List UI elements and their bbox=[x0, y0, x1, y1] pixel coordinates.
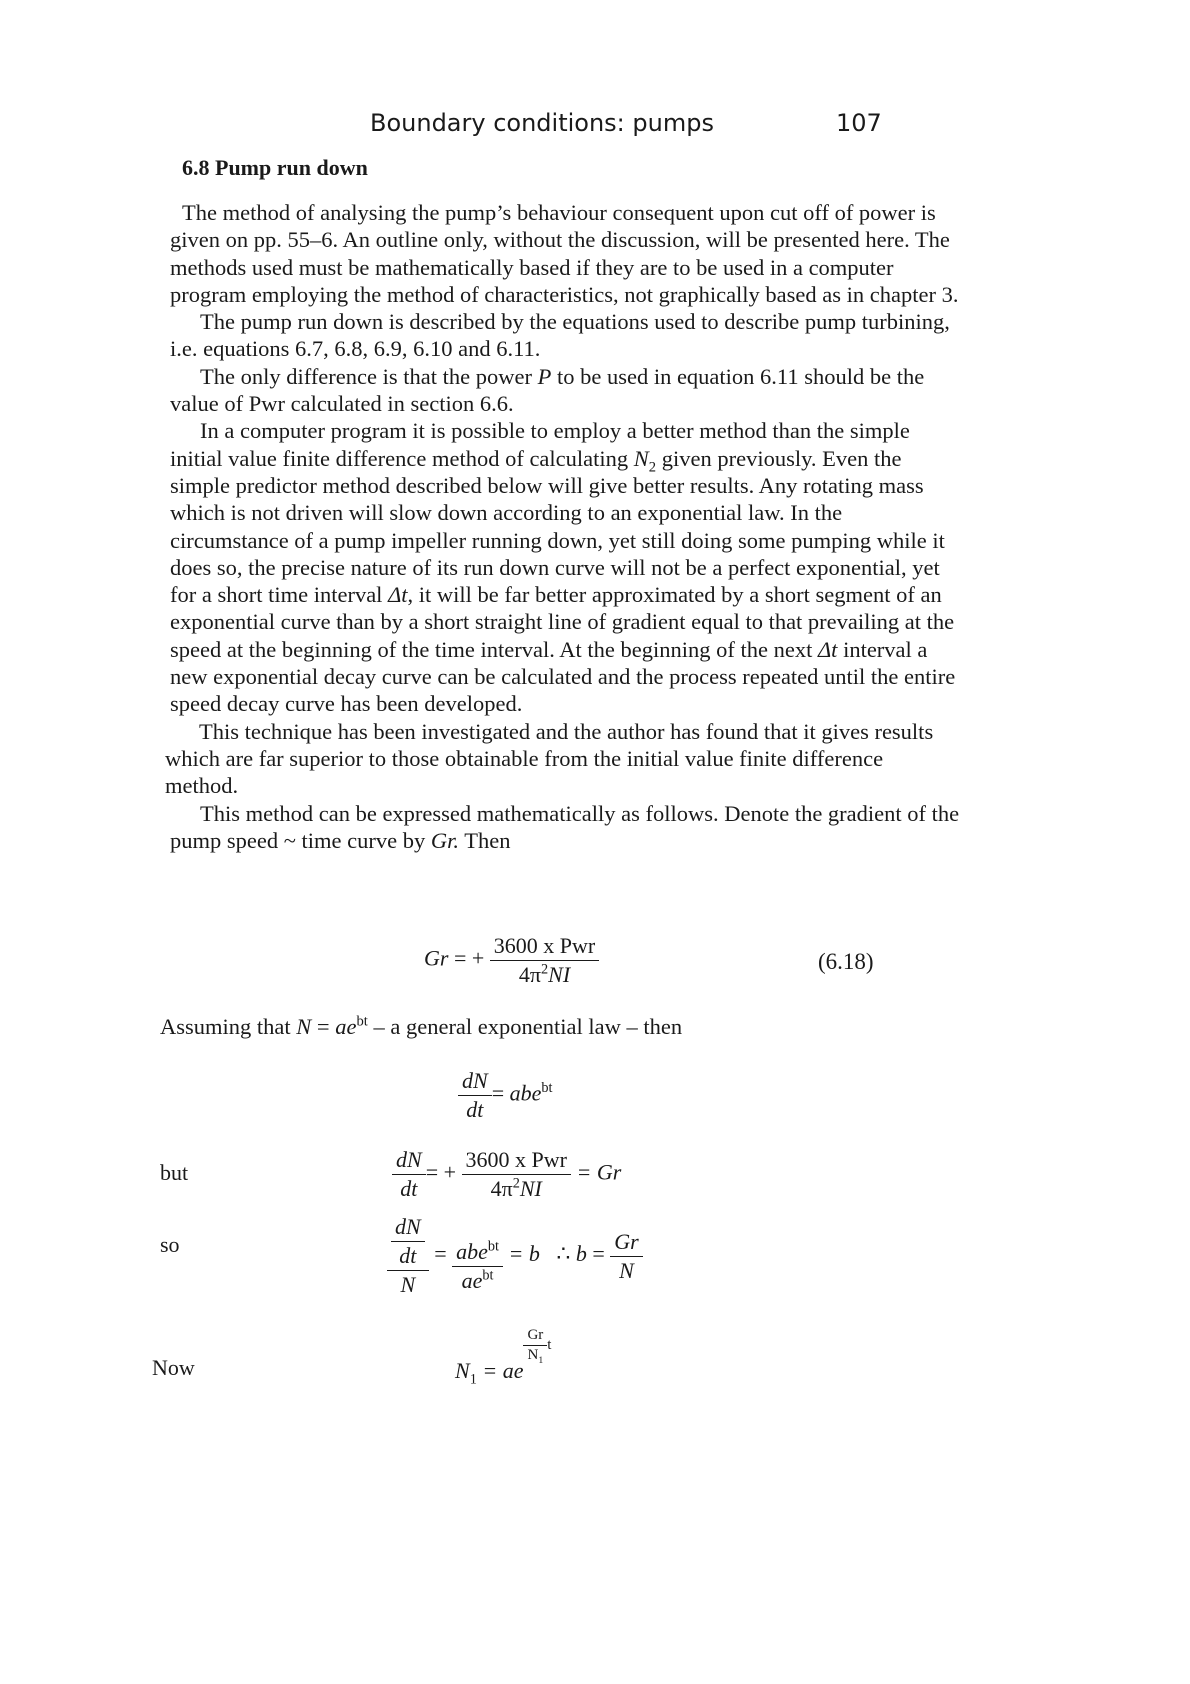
paragraph: In a computer program it is possible to employ a better method than the simple initial value finite difference method of calculating $N_2$ given previously. Even the simple predictor method described below will give better results. Any rotating mass which is not driven will slow down according to an exponential law. In the circumstance of a pump impeller running down, yet still doing some pumping while it does so, the precise nature of its run down curve will not be a perfect exponential, yet for a short time interval Δt, it will be far better approximated by a short segment of an exponential curve than by a short straight line of gradient equal to that prevailing at the speed at the beginning of the time interval. At the beginning of the next Δt interval a new exponential decay curve can be calculated and the process repeated until the entire speed decay curve has been developed. bbox=[170, 418, 956, 717]
equation-derivative: $\frac{dN}{dt}$ = abe$^{bt}$ bbox=[458, 1068, 553, 1123]
fraction: $\frac{\text{3600 x Pwr}}{4\pi^2NI}$ bbox=[490, 933, 599, 988]
equation-number: (6.18) bbox=[818, 949, 874, 974]
section-title: 6.8 Pump run down bbox=[182, 155, 368, 180]
paragraph: The pump run down is described by the equations used to describe pump turbining, i.e. equations 6.7, 6.8, 6.9, 6.10 and 6.11. bbox=[170, 309, 950, 362]
equation-so: $\frac{\frac{dN}{dt}}{N}$ = $\frac{abe^{bt}}{ae^{bt}}$ = b ∴ b = $\frac{Gr}{N}$ bbox=[387, 1214, 643, 1298]
paragraph: This method can be expressed mathematically as follows. Denote the gradient of the pump speed ~ time curve by Gr. Then bbox=[170, 800, 960, 853]
equation-6-18: Gr = + $\frac{\text{3600 x Pwr}}{4\pi^2NI}$ bbox=[424, 933, 599, 988]
paragraph: The only difference is that the power P to be used in equation 6.11 should be the value of Pwr calculated in section 6.6. bbox=[170, 363, 925, 417]
paragraph: This technique has been investigated and the author has found that it gives results which are far superior to those obtainable from the initial value finite difference method. bbox=[165, 718, 934, 799]
label-so: so bbox=[160, 1232, 180, 1257]
equation-but: $\frac{dN}{dt}$ = + $\frac{\text{3600 x Pwr}}{4\pi^2NI}$ = Gr bbox=[392, 1147, 621, 1202]
label-but: but bbox=[160, 1160, 189, 1185]
assumption-line: Assuming that $N = ae^{bt} - a$ general exponential law – then bbox=[160, 1013, 683, 1039]
body-text bbox=[165, 199, 960, 854]
running-title: Boundary conditions: pumps bbox=[370, 109, 714, 137]
page-number: 107 bbox=[836, 109, 882, 137]
equation-now: $N_1$ = ae $\frac{Gr}{N_1}$ t bbox=[455, 1327, 552, 1388]
paragraph: The method of analysing the pump’s behaviour consequent upon cut off of power is given on pp. 55–6. An outline only, without the discussion, will be presented here. The methods used must be mathematically based if they are to be used in a computer program employing the method of characteristics, not graphically based as in chapter 3. bbox=[170, 200, 959, 307]
label-now: Now bbox=[152, 1355, 195, 1380]
